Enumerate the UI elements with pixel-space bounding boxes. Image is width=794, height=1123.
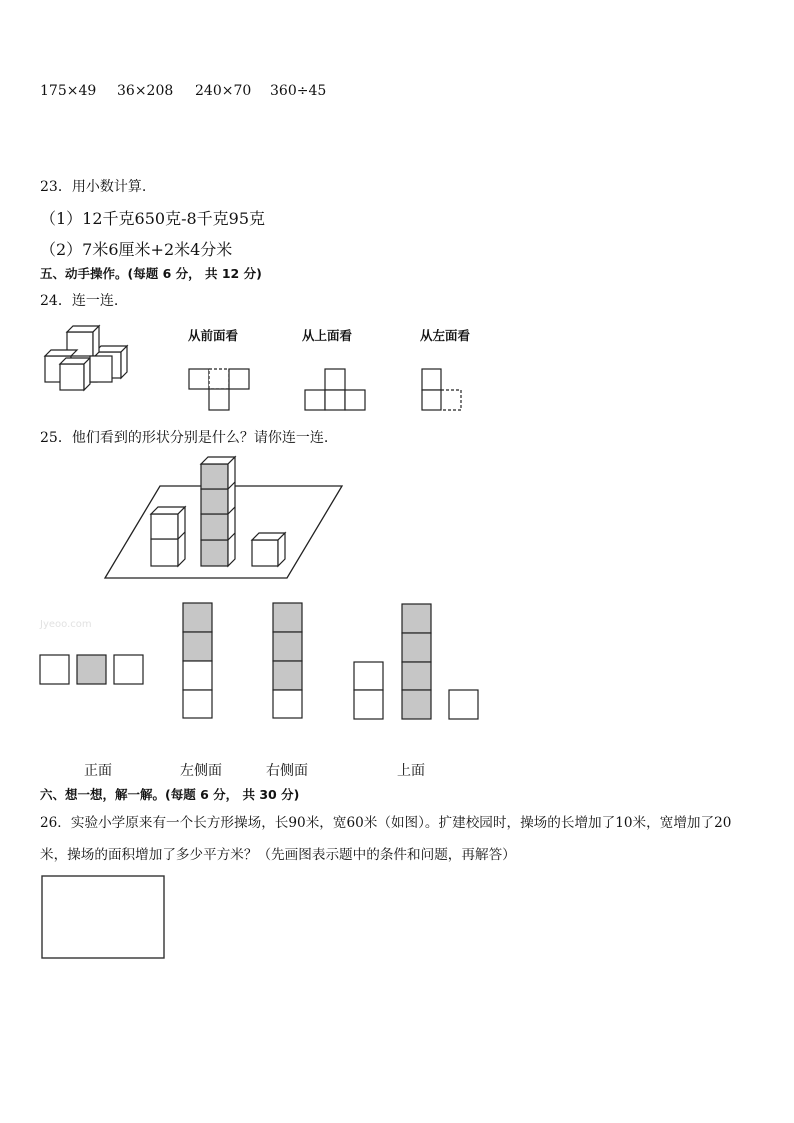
view-shape-left [422,369,461,410]
face-label-front: 正面 [84,763,112,779]
calc-expr-1: 175×49 [40,83,97,99]
option-row-three [40,655,143,684]
q24-title: 24．连一连. [40,293,119,309]
section-5-heading: 五、动手操作。(每题 6 分， 共 12 分) [40,266,262,281]
q24-cube-cluster [45,326,127,390]
section-6-heading: 六、想一想，解一解。(每题 6 分， 共 30 分) [40,787,300,802]
face-label-top: 上面 [397,763,425,779]
option-column-b [273,603,302,718]
calc-expr-4: 360÷45 [270,83,327,99]
q23-item-2: （2）7米6厘米+2米4分米 [40,240,233,259]
q26-line-1: 26．实验小学原来有一个长方形操场，长90米，宽60米（如图）。扩建校园时，操场的长增加了10米，宽增加了20 [40,815,732,831]
view-label-left: 从左面看 [420,328,471,343]
face-label-right: 右侧面 [266,763,308,779]
q23-title: 23．用小数计算. [40,179,147,195]
q25-title: 25．他们看到的形状分别是什么？请你连一连. [40,430,329,446]
calc-expr-3: 240×70 [195,83,252,99]
watermark: Jyeoo.com [40,619,92,630]
option-top-view [354,604,478,719]
view-label-front: 从前面看 [188,328,239,343]
option-column-a [183,603,212,718]
view-shape-top [305,369,365,410]
calc-expr-2: 36×208 [117,83,174,99]
q26-rectangle-figure [42,876,164,958]
view-shape-front [189,369,249,410]
q23-item-1: （1）12千克650克-8千克95克 [40,209,266,228]
q25-single-cube [252,533,285,566]
face-label-left: 左侧面 [180,763,222,779]
q26-line-2: 米，操场的面积增加了多少平方米？（先画图表示题中的条件和问题，再解答） [40,847,516,863]
q25-stack-two [151,507,185,566]
view-label-top: 从上面看 [302,328,353,343]
q25-stack-four [201,457,235,566]
